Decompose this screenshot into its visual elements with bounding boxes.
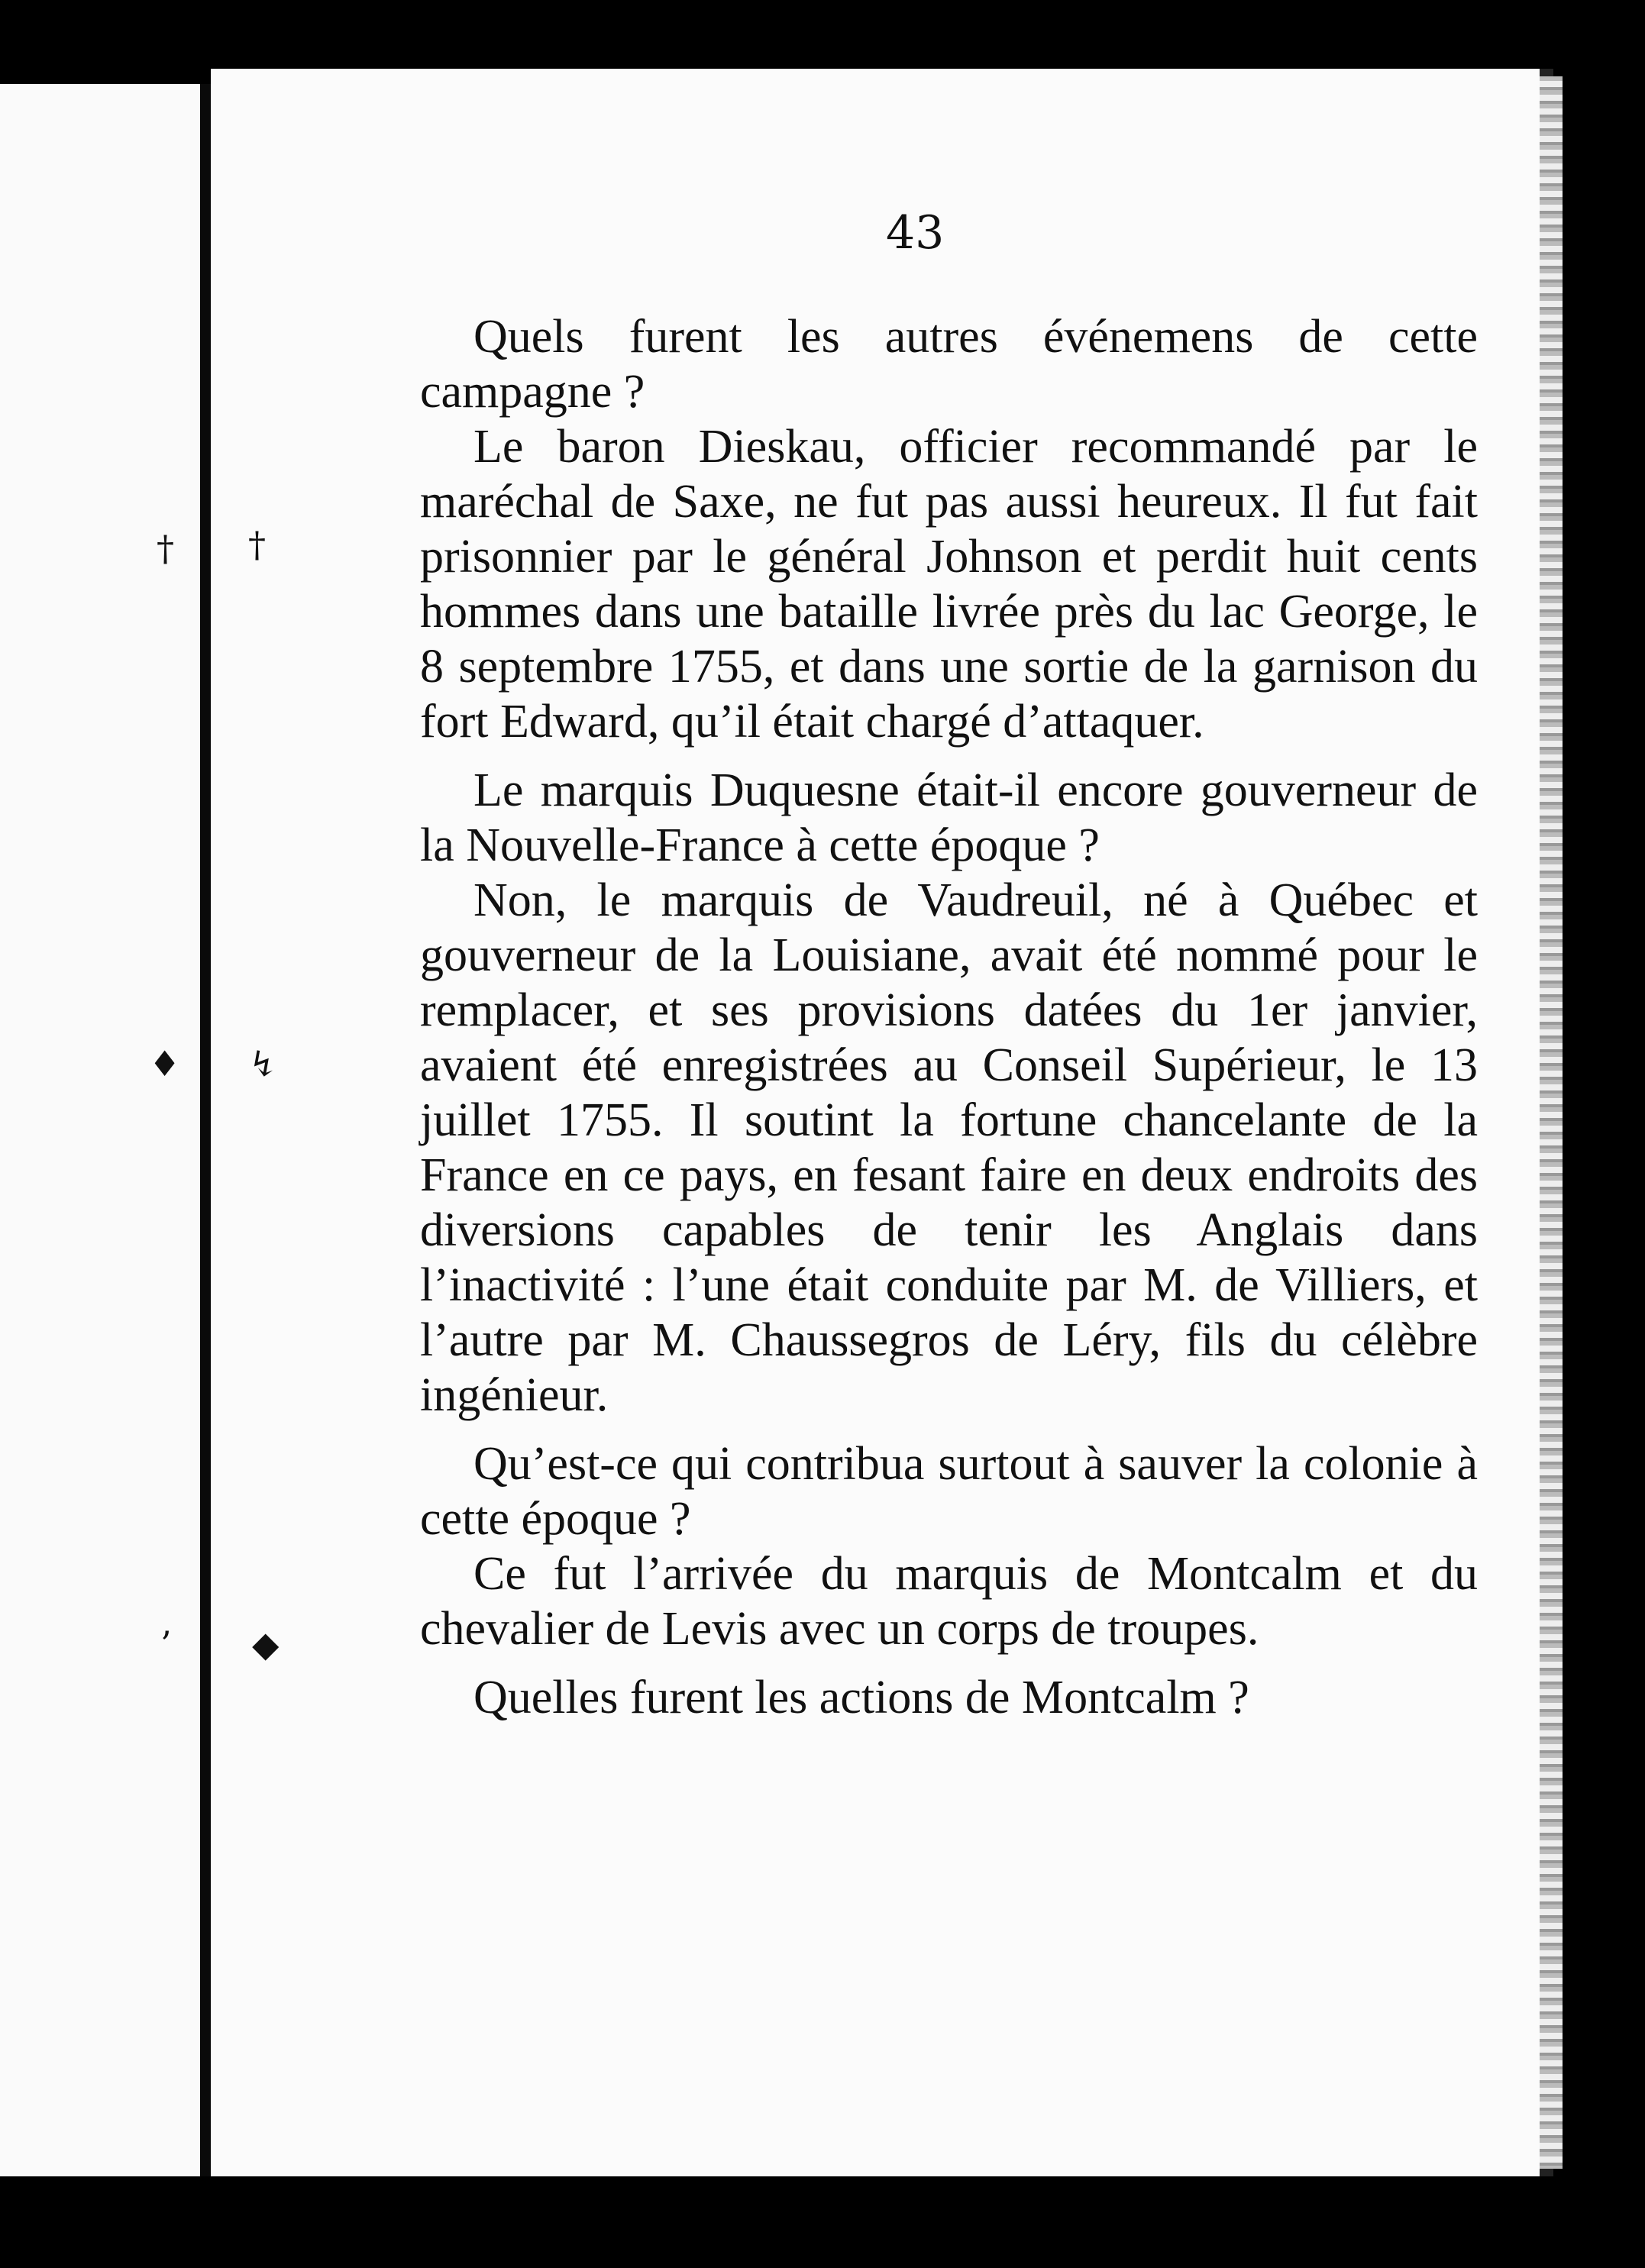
question-paragraph: Qu’est-ce qui contribua surtout à sauver la colonie à cette époque ? [420,1438,1478,1545]
margin-mark: † [248,524,266,565]
facing-page-margin [0,84,200,2176]
margin-mark: ♦ [149,1043,181,1084]
page-number: 43 [886,206,945,260]
question-paragraph: Le marquis Duquesne était-il encore gouverneur de la Nouvelle-France à cette époque ? [420,764,1478,871]
page-edge-texture [1540,76,1563,2169]
margin-mark: ◆ [252,1623,280,1665]
margin-mark: ↯ [248,1043,278,1084]
answer-paragraph: Non, le marquis de Vaudreuil, né à Québec et gouverneur de la Louisiane, avait été nommé pour le remplacer, et ses provisions datées du 1er janvier, avaient été enregistrées au Conseil Supérieur, le 13 juillet 1755. Il soutint la fortune chancelante de la France en ce pays, en fesant faire en deux endroits des diversions capables de tenir les Anglais dans l’inactivité : l’une était conduite par M. de Villiers, et l’autre par M. Chaussegros de Léry, fils du célèbre ingénieur. [420,874,1478,1421]
page-body [420,309,1478,1725]
question-paragraph: Quels furent les autres événemens de cette campagne ? [420,311,1478,418]
answer-paragraph: Le baron Dieskau, officier recommandé par le maréchal de Saxe, ne fut pas aussi heureux. Il fut fait prisonnier par le général Johnson et perdit huit cents hommes dans une bataille livrée près du lac George, le 8 septembre 1755, et dans une sortie de la garnison du fort Edward, qu’il était chargé d’attaquer. [420,421,1478,748]
margin-mark: † [157,528,174,569]
question-paragraph: Quelles furent les actions de Montcalm ? [473,1672,1249,1724]
answer-paragraph: Ce fut l’arrivée du marquis de Montcalm et du chevalier de Levis avec un corps de troupes. [420,1548,1478,1655]
margin-mark: ’ [160,1623,172,1665]
binding-edge [200,84,211,2176]
